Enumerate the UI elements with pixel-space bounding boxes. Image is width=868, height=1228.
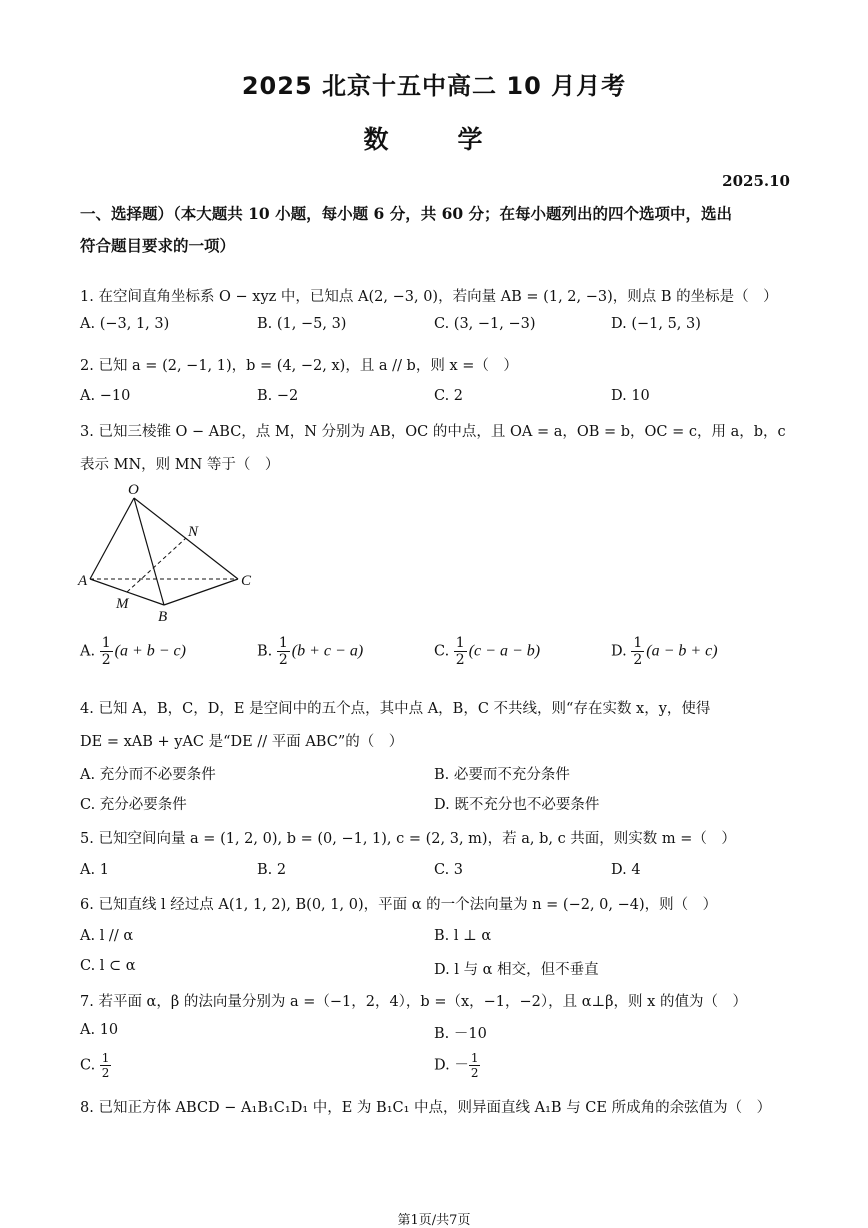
q4-option-d: D. 既不充分也不必要条件 <box>434 797 600 813</box>
edge-bc <box>164 579 238 605</box>
q2-option-d: D. 10 <box>611 388 650 404</box>
q5-option-d: D. 4 <box>611 862 641 878</box>
q1-option-b: B. (1, −5, 3) <box>257 316 347 332</box>
q3-option-b: B. $\frac{1}{2}$ (b + c − a) <box>257 635 364 668</box>
exam-date: 2025.10 <box>722 172 790 190</box>
question-4-line2: DE = xAB + yAC 是“DE // 平面 ABC”的（ ） <box>80 734 404 750</box>
q2-option-a: A. −10 <box>80 388 131 404</box>
tetrahedron-figure <box>76 478 266 628</box>
q7-option-c: C. $\frac{1}{2}$ <box>80 1051 110 1080</box>
question-7: 7. 若平面 α，β 的法向量分别为 a =（−1，2，4），b =（x，−1，−2），且 α⊥β，则 x 的值为（ ） <box>80 994 747 1010</box>
question-3-line2: 表示 MN，则 MN 等于（ ） <box>80 457 280 473</box>
q5-option-b: B. 2 <box>257 862 287 878</box>
q1-option-a: A. (−3, 1, 3) <box>80 316 170 332</box>
q6-option-c: C. l ⊂ α <box>80 958 136 974</box>
question-1: 1. 在空间直角坐标系 O − xyz 中，已知点 A(2, −3, 0)，若向量 AB = (1, 2, −3)，则点 B 的坐标是（ ） <box>80 289 778 305</box>
question-3-line1: 3. 已知三棱锥 O − ABC，点 M，N 分别为 AB，OC 的中点，且 OA = a，OB = b，OC = c，用 a，b，c <box>80 424 786 440</box>
section-heading-line1: 一、选择题）（本大题共 10 小题，每小题 6 分，共 60 分；在每小题列出的四个选项中，选出 <box>80 204 733 223</box>
question-5: 5. 已知空间向量 a = (1, 2, 0), b = (0, −1, 1), c = (2, 3, m)，若 a, b, c 共面，则实数 m =（ ） <box>80 831 736 847</box>
q7-option-d: D. － $\frac{1}{2}$ <box>434 1051 479 1080</box>
question-4-line1: 4. 已知 A，B，C，D，E 是空间中的五个点，其中点 A，B，C 不共线，则“存在实数 x，y，使得 <box>80 701 711 717</box>
q5-option-c: C. 3 <box>434 862 464 878</box>
question-6: 6. 已知直线 l 经过点 A(1, 1, 2), B(0, 1, 0)，平面 α 的一个法向量为 n = (−2, 0, −4)，则（ ） <box>80 897 718 913</box>
question-8: 8. 已知正方体 ABCD − A₁B₁C₁D₁ 中，E 为 B₁C₁ 中点，则异面直线 A₁B 与 CE 所成角的余弦值为（ ） <box>80 1100 772 1116</box>
label-c: C <box>241 573 252 589</box>
segment-mn <box>127 538 186 592</box>
subject-title: 数 学 <box>363 125 505 154</box>
q4-option-c: C. 充分必要条件 <box>80 797 187 813</box>
q7-option-a: A. 10 <box>80 1022 119 1038</box>
label-n: N <box>188 524 199 540</box>
question-2: 2. 已知 a = (2, −1, 1)，b = (4, −2, x)，且 a // b，则 x =（ ） <box>80 358 518 374</box>
q4-option-a: A. 充分而不必要条件 <box>80 767 216 783</box>
q7-option-b: B. －10 <box>434 1026 487 1042</box>
q6-option-a: A. l // α <box>80 928 134 944</box>
q2-option-b: B. −2 <box>257 388 299 404</box>
q3-option-c: C. $\frac{1}{2}$ (c − a − b) <box>434 635 541 668</box>
q3-option-a: A. $\frac{1}{2}$ (a + b − c) <box>80 635 186 668</box>
exam-title: 2025 北京十五中高二 10 月月考 <box>241 72 627 100</box>
q1-option-c: C. (3, −1, −3) <box>434 316 536 332</box>
edge-ob <box>134 498 164 605</box>
q6-option-d: D. l 与 α 相交，但不垂直 <box>434 962 599 978</box>
section-heading-line2: 符合题目要求的一项） <box>80 236 236 255</box>
q6-option-b: B. l ⊥ α <box>434 928 492 944</box>
q3-option-d: D. $\frac{1}{2}$ (a − b + c) <box>611 635 718 668</box>
label-a: A <box>78 573 88 589</box>
q2-option-c: C. 2 <box>434 388 464 404</box>
q1-option-d: D. (−1, 5, 3) <box>611 316 701 332</box>
label-o: O <box>128 482 139 498</box>
q5-option-a: A. 1 <box>80 862 109 878</box>
page-number: 第1页/共7页 <box>397 1213 471 1228</box>
q4-option-b: B. 必要而不充分条件 <box>434 767 570 783</box>
label-m: M <box>116 596 129 612</box>
edge-oa <box>90 498 134 579</box>
label-b: B <box>158 609 168 625</box>
